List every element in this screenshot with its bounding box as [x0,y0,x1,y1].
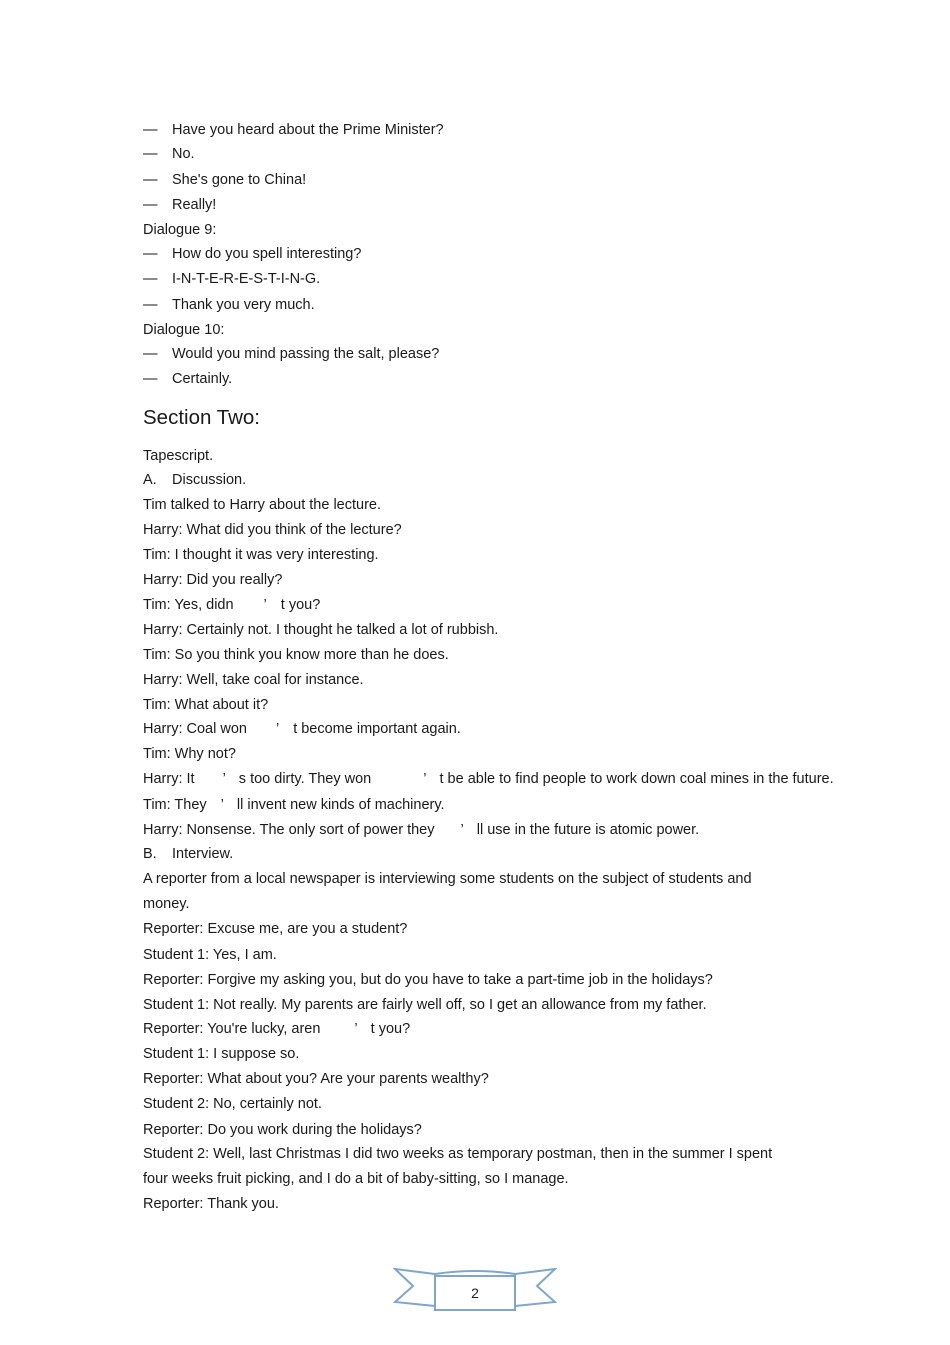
line-text: Really! [172,197,217,213]
discussion-line: Harry: What did you think of the lecture? [143,522,402,538]
interview-line: Student 1: Yes, I am. [143,947,277,963]
part-title: Interview. [172,846,234,862]
line-text: Have you heard about the Prime Minister? [172,122,444,138]
dash-marker: — [143,172,158,188]
part-mark: A. [143,472,157,488]
interview-line: Student 1: Not really. My parents are fairly well off, so I get an allowance from my father. [143,997,707,1013]
discussion-line [143,821,699,839]
dialogue-title: Dialogue 9: [143,222,217,238]
apostrophe-mark: ’ [460,822,464,838]
apostrophe-mark: ’ [222,771,226,787]
discussion-line [143,720,461,738]
dash-marker: — [143,346,158,362]
dialogue-title: Dialogue 10: [143,322,225,338]
line-text: Tim: Yes, didn [143,597,234,613]
discussion-line [143,596,320,614]
line-text: How do you spell interesting? [172,246,362,262]
discussion-line: Tim: So you think you know more than he does. [143,647,449,663]
dash-marker: — [143,146,158,162]
discussion-line: Tim: I thought it was very interesting. [143,547,379,563]
dash-marker: — [143,371,158,387]
dash-marker: — [143,122,158,138]
interview-line: money. [143,896,190,912]
line-text: Would you mind passing the salt, please? [172,346,440,362]
interview-line: Reporter: Do you work during the holidays? [143,1122,422,1138]
discussion-line [143,796,445,814]
interview-line [143,1020,410,1038]
line-text: Tim: They [143,797,207,813]
line-text: Harry: It [143,771,195,787]
interview-line: Reporter: Excuse me, are you a student? [143,921,408,937]
dash-marker: — [143,297,158,313]
interview-line: Student 2: No, certainly not. [143,1096,322,1112]
discussion-line: Harry: Well, take coal for instance. [143,672,364,688]
interview-line: Reporter: What about you? Are your parents wealthy? [143,1071,489,1087]
line-text: t you? [370,1021,411,1037]
line-text: No. [172,146,195,162]
interview-line: four weeks fruit picking, and I do a bit of baby-sitting, so I manage. [143,1171,569,1187]
tapescript-label: Tapescript. [143,448,214,464]
line-text: Harry: Coal won [143,721,247,737]
dash-marker: — [143,197,158,213]
discussion-line: Tim talked to Harry about the lecture. [143,497,382,513]
discussion-line: Harry: Certainly not. I thought he talked a lot of rubbish. [143,622,499,638]
line-text: Thank you very much. [172,297,315,313]
line-text: t be able to find people to work down coal mines in the future. [439,771,834,787]
interview-line: A reporter from a local newspaper is interviewing some students on the subject of students and [143,871,752,887]
interview-line: Student 2: Well, last Christmas I did two weeks as temporary postman, then in the summer I spent [143,1146,773,1162]
page-footer [393,1266,557,1316]
line-text: Certainly. [172,371,233,387]
discussion-line: Tim: What about it? [143,697,269,713]
line-text: Harry: Nonsense. The only sort of power they [143,822,435,838]
part-mark: B. [143,846,157,862]
line-text: ll invent new kinds of machinery. [236,797,445,813]
section-heading: Section Two: [143,406,260,429]
line-text: t you? [280,597,321,613]
line-text: I-N-T-E-R-E-S-T-I-N-G. [172,271,321,287]
interview-line: Reporter: Thank you. [143,1196,279,1212]
apostrophe-mark: ’ [263,597,267,613]
interview-line: Reporter: Forgive my asking you, but do you have to take a part-time job in the holidays? [143,972,713,988]
line-text: t become important again. [293,721,461,737]
discussion-line [143,770,834,788]
line-text: s too dirty. They won [238,771,372,787]
interview-line: Student 1: I suppose so. [143,1046,300,1062]
dash-marker: — [143,246,158,262]
line-text: She's gone to China! [172,172,307,188]
line-text: ll use in the future is atomic power. [476,822,700,838]
discussion-line: Tim: Why not? [143,746,236,762]
dash-marker: — [143,271,158,287]
apostrophe-mark: ’ [275,721,280,737]
page-number: 2 [471,1285,479,1301]
discussion-line: Harry: Did you really? [143,572,283,588]
part-title: Discussion. [172,472,247,488]
apostrophe-mark: ’ [354,1021,358,1037]
line-text: Reporter: You're lucky, aren [143,1021,321,1037]
apostrophe-mark: ’ [423,771,427,787]
apostrophe-mark: ’ [220,797,224,813]
